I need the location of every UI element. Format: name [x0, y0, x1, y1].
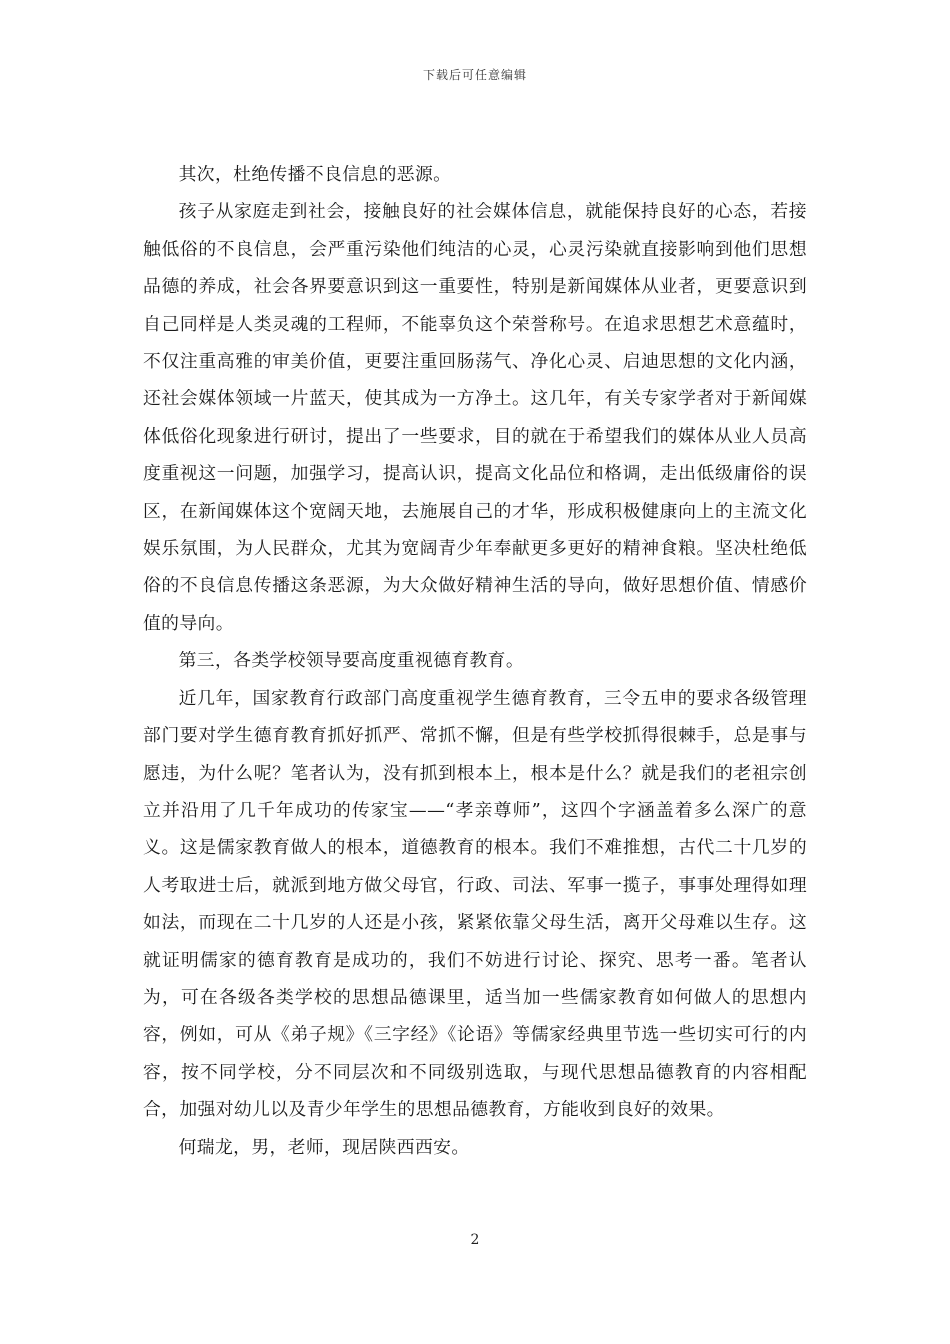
paragraph-point-two-heading: 其次，杜绝传播不良信息的恶源。: [178, 164, 452, 185]
paragraph-author-bio: 何瑞龙，男，老师，现居陕西西安。: [178, 1136, 470, 1158]
paragraph-school-moral-education: 近几年，国家教育行政部门高度重视学生德育教育，三令五申的要求各级管理部门要对学生德育教育抓好抓严、常抓不懈，但是有些学校抓得很棘手，总是事与愿违，为什么呢？笔者认为，没有抓到根本上，根本是什么？就是我们的老祖宗创立并沿用了几千年成功的传家宝——“孝亲尊师”，这四个字涵盖着多么深广的意义。这是儒家教育做人的根本，道德教育的根本。我们不难推想，古代二十几岁的人考取进士后，就派到地方做父母官，行政、司法、军事一揽子，事事处理得如理如法，而现在二十几岁的人还是小孩，紧紧依靠父母生活，离开父母难以生存。这就证明儒家的德育教育是成功的，我们不妨进行讨论、探究、思考一番。笔者认为，可在各级各类学校的思想品德课里，适当加一些儒家教育如何做人的思想内容，例如，可从《弟子规》《三字经》《论语》等儒家经典里节选一些切实可行的内容，按不同学校，分不同层次和不同级别选取，与现代思想品德教育的内容相配合，加强对幼儿以及青少年学生的思想品德教育，方能收到良好的效果。: [143, 687, 807, 1121]
document-body: [143, 156, 807, 1166]
page-number: 2: [470, 1232, 480, 1248]
paragraph-point-three-heading: 第三，各类学校领导要高度重视德育教育。: [178, 650, 525, 672]
paragraph-media-responsibility: 孩子从家庭走到社会，接触良好的社会媒体信息，就能保持良好的心态，若接触低俗的不良信息，会严重污染他们纯洁的心灵，心灵污染就直接影响到他们思想品德的养成，社会各界要意识到这一重要性，特别是新闻媒体从业者，更要意识到自己同样是人类灵魂的工程师，不能辜负这个荣誉称号。在追求思想艺术意蕴时，不仅注重高雅的审美价值，更要注重回肠荡气、净化心灵、启迪思想的文化内涵，还社会媒体领域一片蓝天，使其成为一方净土。这几年，有关专家学者对于新闻媒体低俗化现象进行研讨，提出了一些要求，目的就在于希望我们的媒体从业人员高度重视这一问题，加强学习，提高认识，提高文化品位和格调，走出低级庸俗的误区，在新闻媒体这个宽阔天地，去施展自己的才华，形成积极健康向上的主流文化娱乐氛围，为人民群众，尤其为宽阔青少年奉献更多更好的精神食粮。坚决杜绝低俗的不良信息传播这条恶源，为大众做好精神生活的导向，做好思想价值、情感价值的导向。: [143, 201, 807, 634]
page-header: 下载后可任意编辑: [422, 68, 527, 82]
